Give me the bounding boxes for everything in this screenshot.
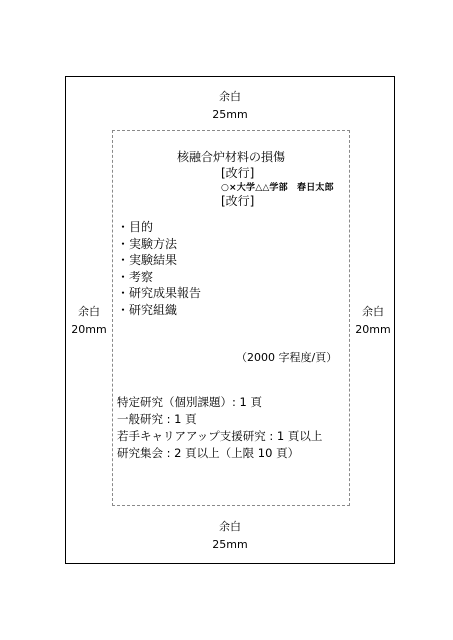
list-item: ・考察 [117,269,154,284]
right-margin-label [350,303,396,339]
line-break-marker-2: [改行] [221,194,255,208]
section-list [117,219,201,318]
list-item: ・研究組織 [117,302,178,317]
bottom-margin-size: 25mm [212,538,248,551]
list-item: 一般研究 : 1 頁 [117,412,197,426]
list-item: 研究集会 : 2 頁以上（上限 10 頁） [117,446,300,460]
left-margin-label [66,303,112,339]
list-item: ・研究成果報告 [117,286,202,300]
right-margin-size: 20mm [355,323,391,336]
author-affiliation: ○×大学△△学部 春日太郎 [221,183,334,193]
line-break-marker-1: [改行] [221,166,255,180]
list-item: ・実験結果 [117,253,178,267]
left-margin-text: 余白 [78,305,100,318]
list-item: ・実験方法 [117,236,178,251]
top-margin-label [205,88,255,124]
list-item: 若手キャリアアップ支援研究 : 1 頁以上 [117,429,323,443]
list-item: 特定研究（個別課題）: 1 頁 [117,395,263,409]
top-margin-text: 余白 [219,90,241,103]
top-margin-size: 25mm [212,108,248,121]
right-margin-text: 余白 [362,305,384,318]
left-margin-size: 20mm [71,323,107,336]
page-limit-list [117,394,322,462]
report-title: 核融合炉材料の損傷 [177,150,286,164]
bottom-margin-label [205,518,255,554]
list-item: ・目的 [117,220,154,234]
character-limit-note: （2000 字程度/頁） [236,351,338,364]
bottom-margin-text: 余白 [219,520,241,533]
